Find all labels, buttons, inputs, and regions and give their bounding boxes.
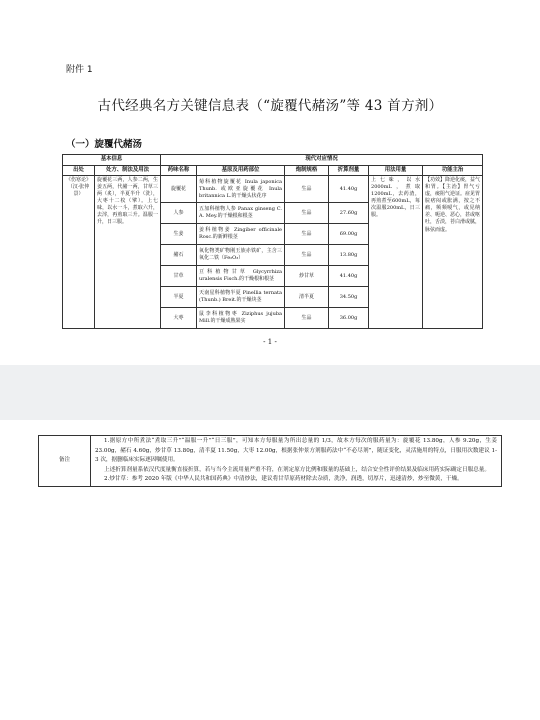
formula-info-table [62, 154, 483, 329]
herb-name: 旋覆花 [161, 176, 197, 203]
section-title: （一）旋覆代赭汤 [66, 139, 143, 150]
herb-origin: 姜科植物姜 Zingiber officinale Rosc.的新鲜根茎 [197, 224, 285, 245]
herb-origin: 豆科植物甘草 Glycyrrhiza uralensis Fisch.的干燥根和根茎 [197, 266, 285, 287]
function-cell: 【功效】降逆化痰，益气和胃。【主治】胃气亏虚，痰阻气逆证。症见胃脘痞闷或胀满，按之不痛，频频嗳气，或见纳差、呃逆、恶心，甚或呕吐，舌淡，苔白滑或腻，脉弦而虚。 [423, 176, 483, 329]
herb-dose: 13.80g [329, 245, 369, 266]
herb-processing: 生品 [285, 245, 329, 266]
herb-name: 赭石 [161, 245, 197, 266]
note-content [91, 436, 502, 487]
note-paragraph: 1.据原方中所煮法“煮取三升”“温服一升”“日三服”，可知本方每服量为所出总量的 1/3，故本方每次的服药量为：旋覆花 13.80g，人参 9.20g，生姜 23.00g，赭石 4.60g，炒甘草 13.80g，清半夏 11.50g，大枣 12.00g，根据张仲景方剂服药法中“不必尽剂”，随证变化，灵活施用的特点，日服用次数建议 1-3 次，据删临床实际逐因嘱使用。 [95, 438, 497, 463]
note-paragraph: 2.炒甘草：参考 2020 年版《中华人民共和国药典》中清炒法，建议将甘草原药材除去杂质，洗净，润透，切厚片，迅速清炒，炒至微黄，干燥。 [104, 476, 463, 482]
herb-dose: 41.40g [329, 176, 369, 203]
source-cell: 《伤寒论》（汉·张仲景） [63, 176, 95, 329]
page-gap [0, 365, 540, 420]
herb-dose: 27.60g [329, 203, 369, 224]
column-header-row [63, 165, 483, 176]
herb-origin: 五加科植物人参 Panax ginseng C. A. Mey.的干燥根和根茎 [197, 203, 285, 224]
herb-name: 大枣 [161, 308, 197, 329]
herb-processing: 生品 [285, 224, 329, 245]
column-header: 折算剂量 [329, 165, 369, 176]
table-row [63, 176, 483, 203]
herb-processing: 生品 [285, 176, 329, 203]
herb-processing: 炒甘草 [285, 266, 329, 287]
herb-name: 半夏 [161, 287, 197, 308]
herb-name: 人参 [161, 203, 197, 224]
column-header: 基原及用药部位 [197, 165, 285, 176]
herb-origin: 鼠李科植物枣 Ziziphus jujuba Mill.的干燥成熟果实 [197, 308, 285, 329]
column-header: 用法用量 [369, 165, 423, 176]
note-paragraph: 上述折算剂量系依汉代度量衡直接折算，若与当今主流用量严重不符，在剂定原方比例和服量的基础上，结合安全性评价结果及临床用药实际确定日服总量。 [104, 466, 490, 473]
herb-name: 甘草 [161, 266, 197, 287]
modern-header: 现代对应情况 [161, 155, 483, 166]
herb-processing: 生品 [285, 203, 329, 224]
prescription-cell: 旋覆花三两，人参二两，生姜五两，代赭一两，甘草三两（炙），半夏半升（洗），大枣十二枚（擘）。上七味，以水一斗，煮取六升，去滓，再煎取三升。温服一升，日三服。 [95, 176, 161, 329]
note-row [39, 436, 502, 487]
note-table [38, 435, 502, 487]
herb-origin: 氧化物类矿物刚玉族赤铁矿，主含三氧化二铁（Fe₂O₃） [197, 245, 285, 266]
column-header: 出处 [63, 165, 95, 176]
page-number: - 1 - [263, 338, 277, 346]
document-title: 古代经典名方关键信息表（“旋覆代赭汤”等 43 首方剂） [97, 98, 443, 114]
herb-origin: 天南星科植物半夏 Pinellia ternata (Thunb.) Breit.的干燥块茎 [197, 287, 285, 308]
column-header: 功能主治 [423, 165, 483, 176]
basic-info-header: 基本信息 [63, 155, 161, 166]
usage-cell: 上七味，以水2000mL，煮取1200mL，去药渣，再煎煮至600mL，每次温服200mL，日三服。 [369, 176, 423, 329]
herb-dose: 36.00g [329, 308, 369, 329]
column-header: 炮制规格 [285, 165, 329, 176]
herb-dose: 41.40g [329, 266, 369, 287]
attachment-label: 附件 1 [66, 65, 93, 75]
group-header-row [63, 155, 483, 166]
herb-origin: 菊科植物旋覆花 Inula japonica Thunb. 或欧亚旋覆花 Inula britannica L.的干燥头状花序 [197, 176, 285, 203]
herb-name: 生姜 [161, 224, 197, 245]
herb-processing: 生品 [285, 308, 329, 329]
herb-dose: 69.00g [329, 224, 369, 245]
herb-dose: 34.50g [329, 287, 369, 308]
herb-processing: 清半夏 [285, 287, 329, 308]
column-header: 处方、制法及用法 [95, 165, 161, 176]
column-header: 药味名称 [161, 165, 197, 176]
note-label: 备注 [39, 436, 91, 487]
